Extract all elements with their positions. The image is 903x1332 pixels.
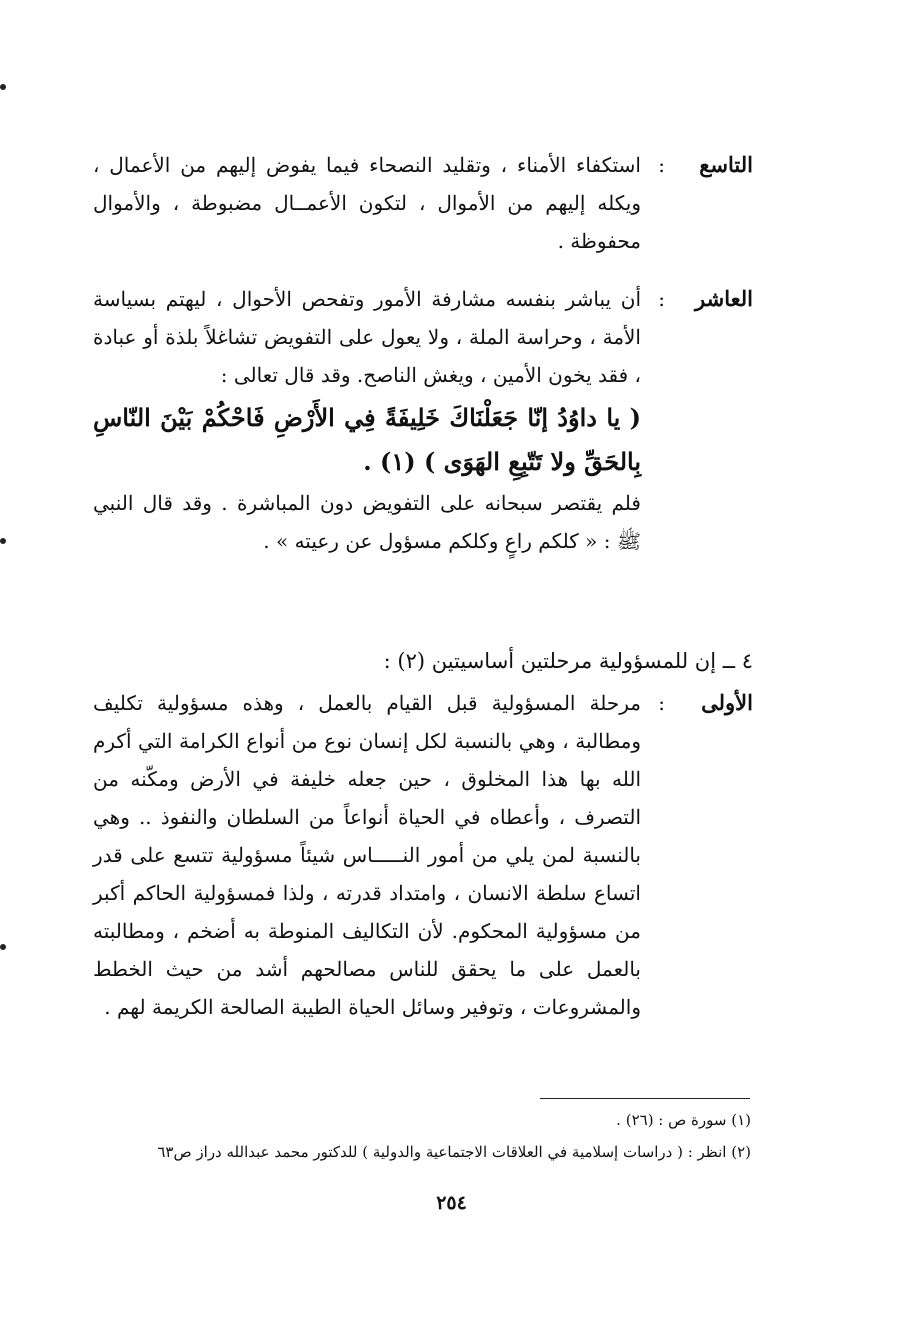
entry-tenth xyxy=(93,280,753,560)
footnote-2: (٢) انظر : ( دراسات إسلامية في العلاقات الاجتماعية والدولية ) للدكتور محمد عبدالله دراز ص٦٣ xyxy=(157,1143,751,1161)
entry-text: أن يباشر بنفسه مشارفة الأمور وتفحص الأحوال ، ليهتم بسياسة الأمة ، وحراسة الملة ، ولا يعول على التفويض تشاغلاً بلذة أو عبادة ، فقد يخون الأمين ، ويغش الناصح. وقد قال تعالى : xyxy=(93,287,641,387)
hadith-text: فلم يقتصر سبحانه على التفويض دون المباشرة . وقد قال النبي ﷺ : « كلكم راعٍ وكلكم مسؤول عن رعيته » . xyxy=(93,491,641,553)
entry-label: الأولى xyxy=(701,690,753,715)
entry-label: التاسع xyxy=(699,152,753,177)
footnote-rule xyxy=(540,1098,750,1099)
section-heading: ٤ ــ إن للمسؤولية مرحلتين أساسيتين (٢) : xyxy=(383,649,753,673)
entry-text: مرحلة المسؤولية قبل القيام بالعمل ، وهذه مسؤولية تكليف ومطالبة ، وهي بالنسبة لكل إنسان نوع من أنواع الكرامة التي أكرم الله بها هذا المخلوق ، حين جعله خليفة في الأرض ومكّنه من التصرف ، وأعطاه في الحياة أنواعاً من السلطان والنفوذ .. وهي بالنسبة لمن يلي من أمور النـــــاس شيئاً مسؤولية تتسع على قدر اتساع سلطة الانسان ، وامتداد قدرته ، ولذا فمسؤولية الحاكم أكبر من مسؤولية المحكوم. لأن التكاليف المنوطة به أضخم ، ومطالبته بالعمل على ما يحقق للناس مصالحهم أشد من حيث الخطط والمشروعات ، وتوفير وسائل الحياة الطيبة الصالحة الكريمة لهم . xyxy=(93,691,642,1019)
scan-mark xyxy=(0,944,6,950)
entry-label: العاشر xyxy=(695,286,753,311)
footnote-1: (١) سورة ص : (٢٦) . xyxy=(616,1111,751,1129)
page-number: ٢٥٤ xyxy=(436,1192,467,1214)
entry-colon: : xyxy=(658,287,665,311)
quran-verse: ( يا داوُدُ إنّا جَعَلْنَاكَ خَلِيفَةً فِي الأَرْضِ فَاحْكُمْ بَيْنَ النّاسِ بِالحَقِّ ولا تَتّبِعِ الهَوَى ) (١) . xyxy=(93,403,641,476)
entry-text: استكفاء الأمناء ، وتقليد النصحاء فيما يفوض إليهم من الأعمال ، ويكله إليهم من الأموال ، لتكون الأعمــال مضبوطة ، والأموال محفوظة . xyxy=(93,153,641,253)
entry-first xyxy=(93,684,753,1026)
entry-colon: : xyxy=(658,691,665,715)
footnotes xyxy=(71,1104,751,1168)
scan-mark xyxy=(0,538,6,544)
scan-mark xyxy=(0,84,6,90)
entry-ninth xyxy=(93,146,753,260)
entry-colon: : xyxy=(658,153,665,177)
